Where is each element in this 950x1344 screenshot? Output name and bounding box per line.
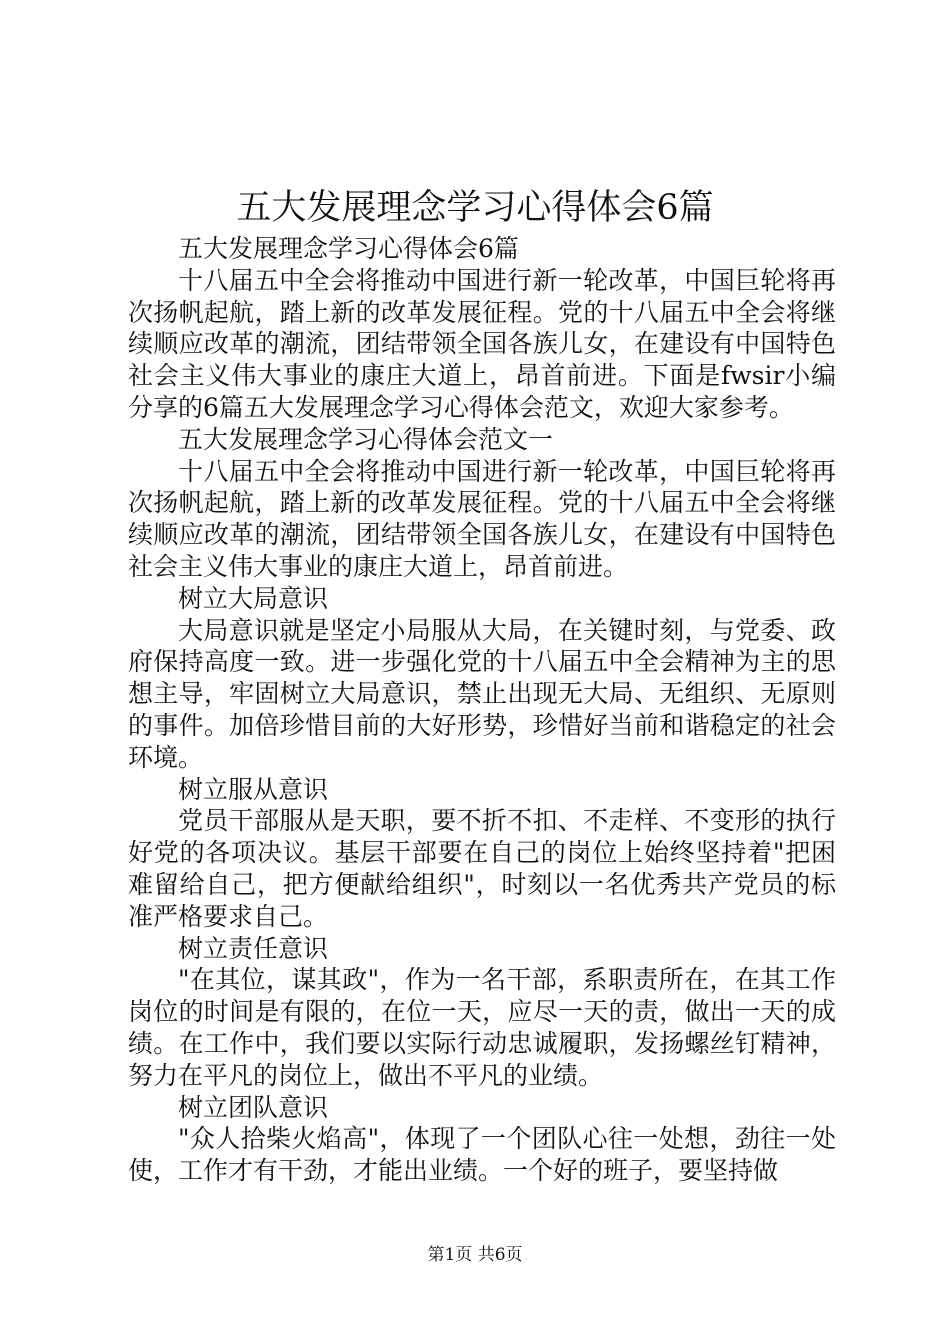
section-heading: 五大发展理念学习心得体会范文一 xyxy=(178,424,554,454)
subsection-heading-tuandui: 树立团队意识 xyxy=(178,1092,329,1122)
subsection-paragraph-tuandui: "众人拾柴火焰高"，体现了一个团队心往一处想，劲往一处使，工作才有干劲，才能出业绩。一个好的班子，要坚持做 xyxy=(128,1124,836,1186)
subsection-paragraph-zeren: "在其位，谋其政"，作为一名干部，系职责所在，在其工作岗位的时间是有限的，在位一天，应尽一天的责，做出一天的成绩。在工作中，我们要以实际行动忠诚履职，发扬螺丝钉精神，努力在平凡的岗位上，做出不平凡的业绩。 xyxy=(128,965,836,1090)
subsection-paragraph-daju: 大局意识就是坚定小局服从大局，在关键时刻，与党委、政府保持高度一致。进一步强化党的十八届五中全会精神为主的思想主导，牢固树立大局意识，禁止出现无大局、无组织、无原则的事件。加倍珍惜目前的大好形势，珍惜好当前和谐稳定的社会环境。 xyxy=(128,615,836,772)
page-number-footer: 第1页 共6页 xyxy=(427,1245,523,1265)
document-body xyxy=(128,233,836,1187)
subsection-heading-fucong: 树立服从意识 xyxy=(178,774,329,804)
subsection-heading-daju: 树立大局意识 xyxy=(178,583,329,613)
intro-paragraph: 十八届五中全会将推动中国进行新一轮改革，中国巨轮将再次扬帆起航，踏上新的改革发展征程。党的十八届五中全会将继续顺应改革的潮流，团结带领全国各族儿女，在建设有中国特色社会主义伟大事业的康庄大道上，昂首前进。下面是fwsir小编分享的6篇五大发展理念学习心得体会范文，欢迎大家参考。 xyxy=(128,265,836,422)
section-paragraph: 十八届五中全会将推动中国进行新一轮改革，中国巨轮将再次扬帆起航，踏上新的改革发展征程。党的十八届五中全会将继续顺应改革的潮流，团结带领全国各族儿女，在建设有中国特色社会主义伟大事业的康庄大道上，昂首前进。 xyxy=(128,456,836,581)
subsection-heading-zeren: 树立责任意识 xyxy=(178,933,329,963)
document-title: 五大发展理念学习心得体会6篇 xyxy=(236,188,714,228)
document-subtitle: 五大发展理念学习心得体会6篇 xyxy=(178,234,519,263)
subsection-paragraph-fucong: 党员干部服从是天职，要不折不扣、不走样、不变形的执行好党的各项决议。基层干部要在自己的岗位上始终坚持着"把困难留给自己，把方便献给组织"，时刻以一名优秀共产党员的标准严格要求自己。 xyxy=(128,806,836,931)
